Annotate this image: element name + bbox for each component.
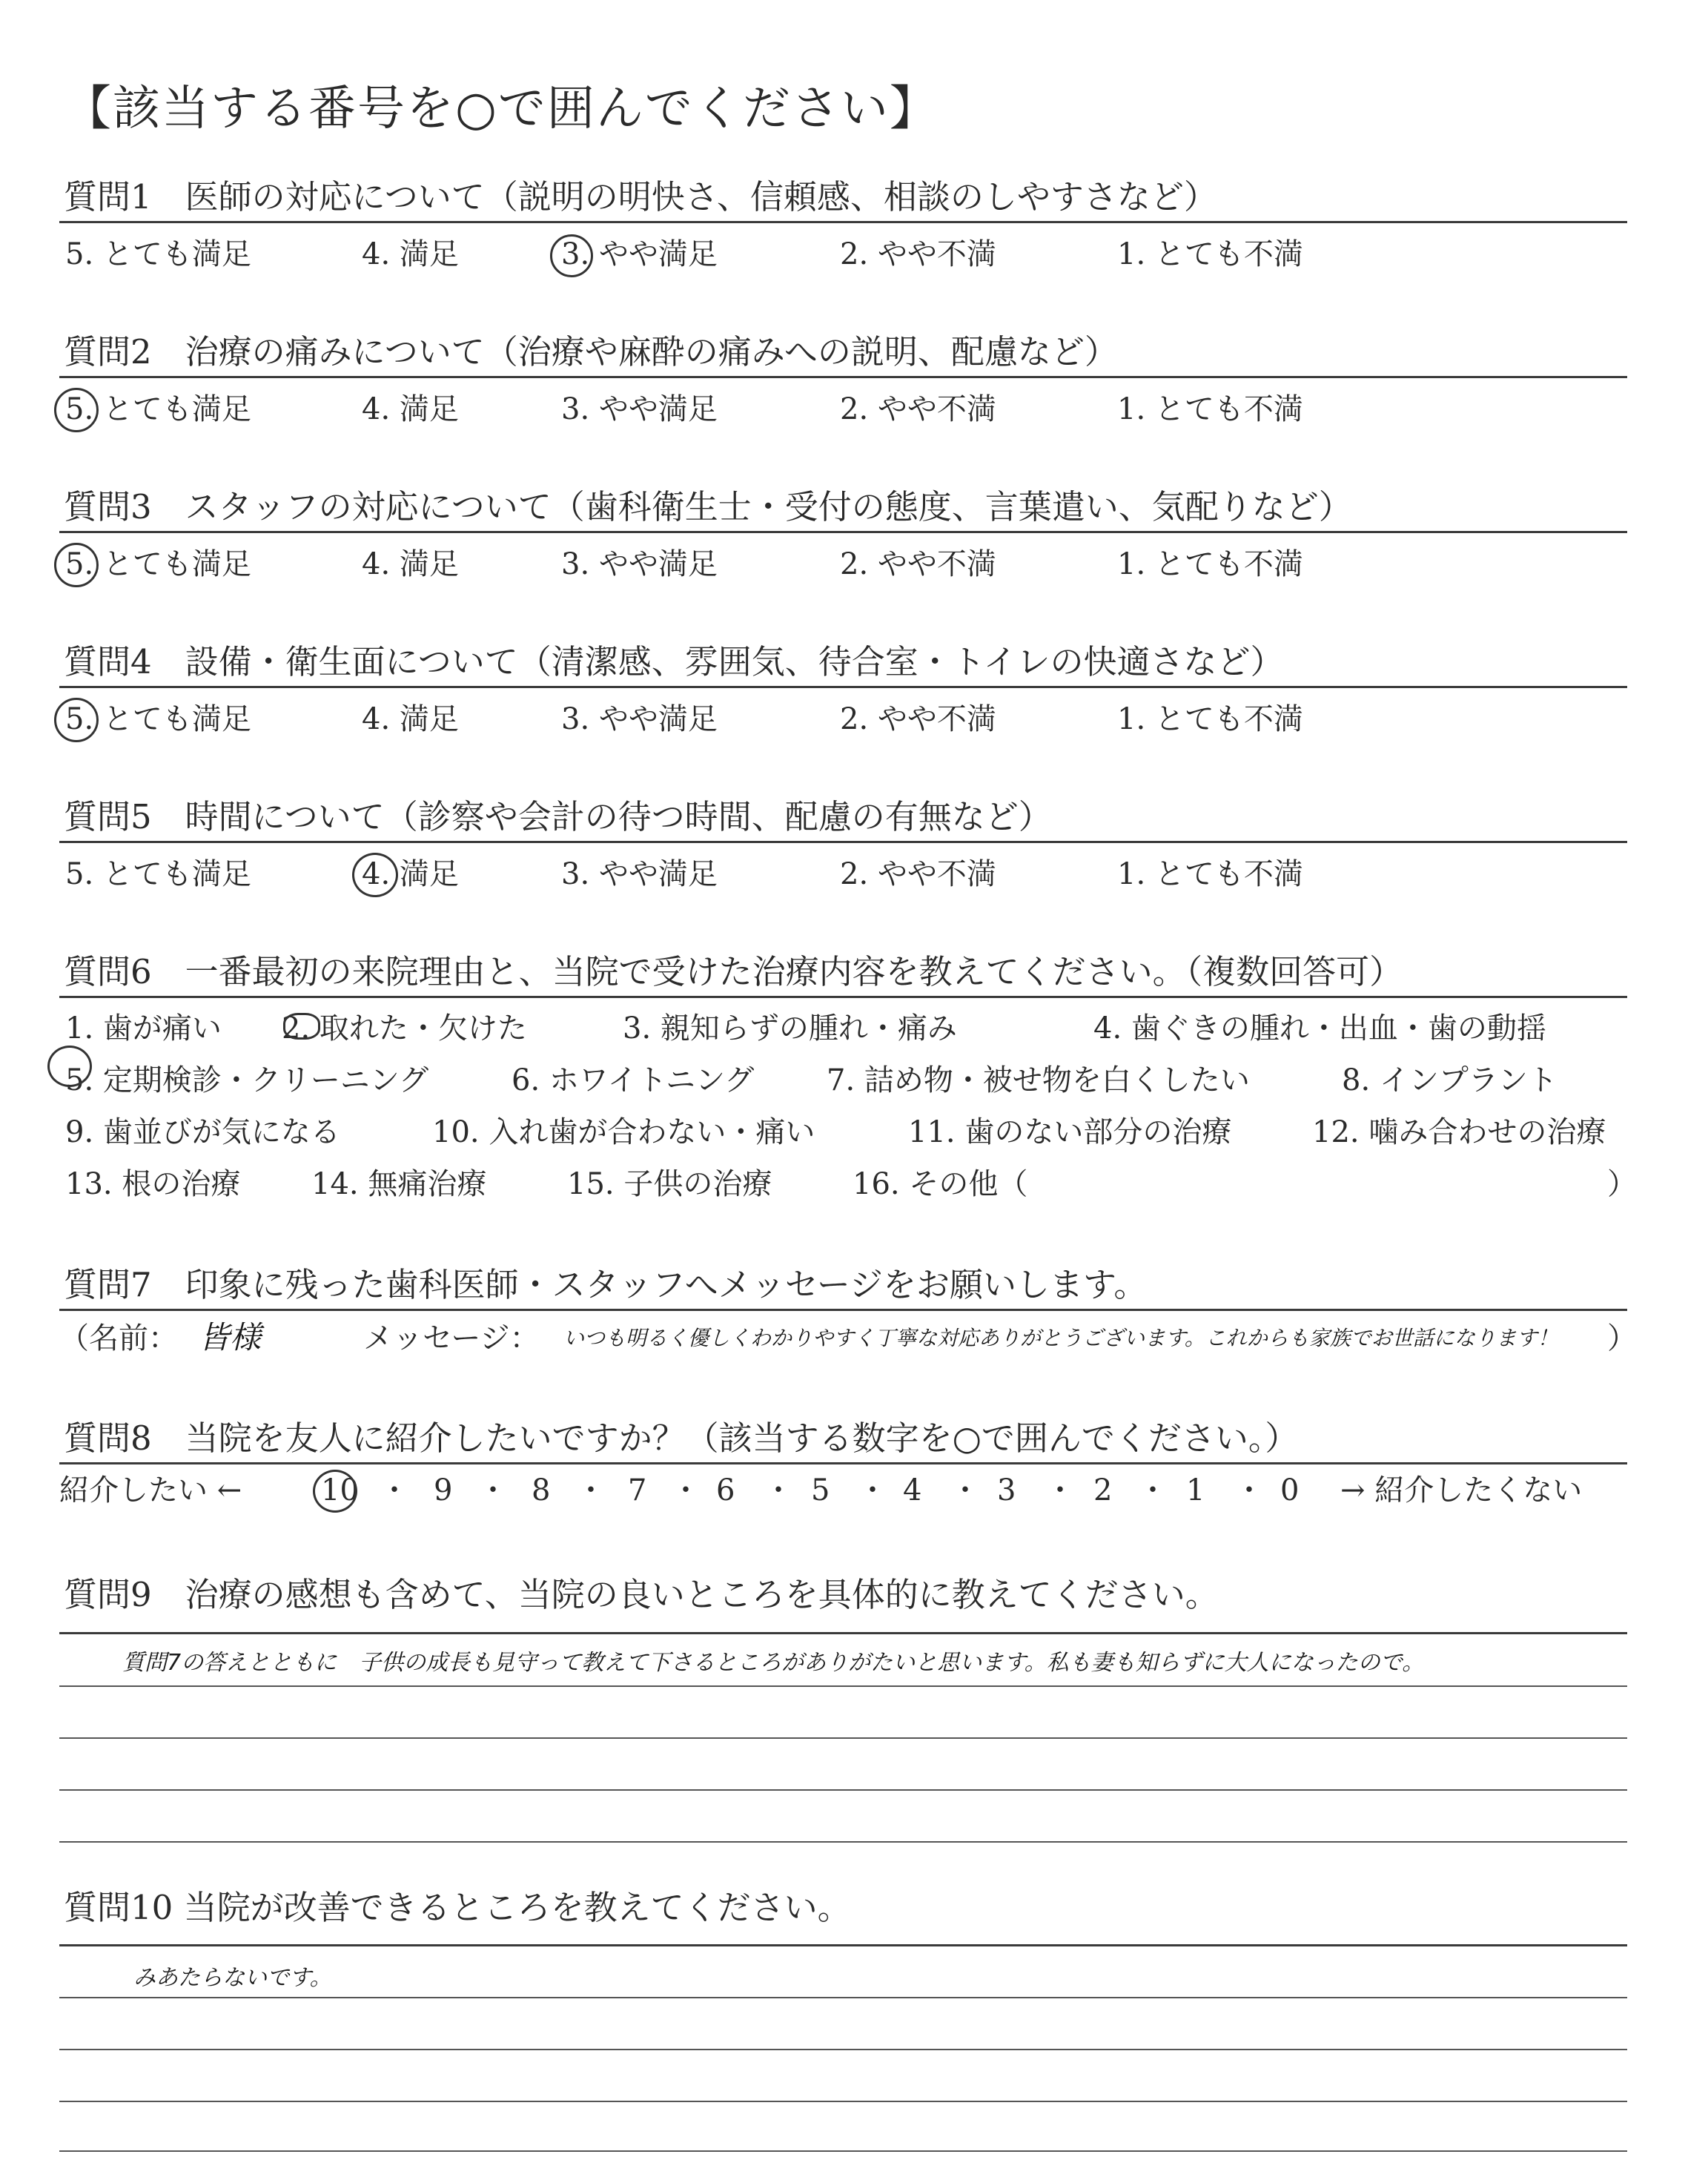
q1-option-2[interactable]: 2. やや不満 <box>840 237 996 271</box>
q6-option-10[interactable]: 10. 入れ歯が合わない・痛い <box>432 1115 815 1149</box>
q8-value-7[interactable]: 7 <box>628 1473 647 1507</box>
question-6-rule <box>59 996 1627 998</box>
question-5-label: 質問5 時間について（診察や会計の待つ時間、配慮の有無など） <box>64 797 1052 836</box>
page-title: 【該当する番号を○で囲んでください】 <box>64 82 939 136</box>
question-8-label: 質問8 当院を友人に紹介したいですか？（該当する数字を○で囲んでください。） <box>64 1418 1299 1458</box>
q9-writing-line <box>59 1737 1627 1739</box>
q8-sep: ・ <box>1138 1473 1168 1507</box>
q8-value-10[interactable]: 10 <box>321 1473 359 1507</box>
question-4-label: 質問4 設備・衛生面について（清潔感、雰囲気、待合室・トイレの快適さなど） <box>64 642 1284 681</box>
q6-option-6[interactable]: 6. ホワイトニング <box>512 1063 755 1097</box>
q10-writing-line <box>59 1997 1627 1998</box>
q8-right-label: → 紹介したくない <box>1340 1473 1583 1507</box>
q2-option-4[interactable]: 4. 満足 <box>362 392 459 426</box>
q2-selection-circle <box>54 388 99 432</box>
q10-writing-line <box>59 2101 1627 2102</box>
question-6-label: 質問6 一番最初の来院理由と、当院で受けた治療内容を教えてください。（複数回答可） <box>64 952 1403 991</box>
q8-value-5[interactable]: 5 <box>811 1473 830 1507</box>
q3-selection-circle <box>54 543 99 587</box>
q6-option-2-circle <box>283 1013 320 1040</box>
q4-option-2[interactable]: 2. やや不満 <box>840 702 996 736</box>
q2-option-5[interactable]: 5. とても満足 <box>65 392 251 426</box>
q7-close-paren: ） <box>1607 1321 1637 1355</box>
q3-option-5[interactable]: 5. とても満足 <box>65 547 251 581</box>
q2-option-2[interactable]: 2. やや不満 <box>840 392 996 426</box>
q6-option-4[interactable]: 4. 歯ぐきの腫れ・出血・歯の動揺 <box>1093 1011 1546 1046</box>
q6-option-1[interactable]: 1. 歯が痛い <box>65 1011 222 1046</box>
question-3-label: 質問3 スタッフの対応について（歯科衛生士・受付の態度、言葉遣い、気配りなど） <box>64 487 1352 526</box>
q5-option-2[interactable]: 2. やや不満 <box>840 857 996 891</box>
q5-selection-circle <box>352 853 398 897</box>
q8-left-label: 紹介したい ← <box>59 1473 242 1507</box>
q8-selection-circle <box>313 1470 357 1513</box>
q8-sep: ・ <box>1234 1473 1264 1507</box>
q7-name-value[interactable]: 皆様 <box>199 1319 262 1355</box>
question-4-rule <box>59 686 1627 688</box>
q8-value-2[interactable]: 2 <box>1093 1473 1113 1507</box>
question-7-label: 質問7 印象に残った歯科医師・スタッフへメッセージをお願いします。 <box>64 1265 1148 1304</box>
q8-value-3[interactable]: 3 <box>997 1473 1016 1507</box>
q6-option-12[interactable]: 12. 噛み合わせの治療 <box>1312 1115 1606 1149</box>
q8-value-1[interactable]: 1 <box>1186 1473 1205 1507</box>
q1-option-5[interactable]: 5. とても満足 <box>65 237 251 271</box>
q8-value-4[interactable]: 4 <box>903 1473 922 1507</box>
q4-option-1[interactable]: 1. とても不満 <box>1117 702 1303 736</box>
q9-writing-line <box>59 1685 1627 1687</box>
q8-sep: ・ <box>478 1473 508 1507</box>
q3-option-2[interactable]: 2. やや不満 <box>840 547 996 581</box>
q6-option-7[interactable]: 7. 詰め物・被せ物を白くしたい <box>827 1063 1250 1097</box>
q4-selection-circle <box>54 698 99 742</box>
q9-writing-line <box>59 1841 1627 1843</box>
question-9-label: 質問9 治療の感想も含めて、当院の良いところを具体的に教えてください。 <box>64 1575 1219 1614</box>
q3-option-1[interactable]: 1. とても不満 <box>1117 547 1303 581</box>
question-2-label: 質問2 治療の痛みについて（治療や麻酔の痛みへの説明、配慮など） <box>64 332 1118 371</box>
q4-option-5[interactable]: 5. とても満足 <box>65 702 251 736</box>
question-10-label: 質問10 当院が改善できるところを教えてください。 <box>64 1888 851 1927</box>
q2-option-3[interactable]: 3. やや満足 <box>561 392 718 426</box>
q6-option-3[interactable]: 3. 親知らずの腫れ・痛み <box>623 1011 957 1046</box>
q1-selection-circle <box>550 234 593 277</box>
q7-message-label: メッセージ： <box>363 1321 540 1355</box>
q8-sep: ・ <box>380 1473 409 1507</box>
question-5-rule <box>59 841 1627 843</box>
q8-value-0[interactable]: 0 <box>1280 1473 1300 1507</box>
question-7-rule <box>59 1309 1627 1311</box>
q7-message-value[interactable]: いつも明るく優しくわかりやすく丁寧な対応ありがとうございます。これからも家族でお世話になります！ <box>563 1326 1558 1350</box>
q4-option-4[interactable]: 4. 満足 <box>362 702 459 736</box>
q1-option-1[interactable]: 1. とても不満 <box>1117 237 1303 271</box>
q6-option-5[interactable]: 5. 定期検診・クリーニング <box>65 1063 429 1097</box>
q5-option-1[interactable]: 1. とても不満 <box>1117 857 1303 891</box>
question-10-rule <box>59 1944 1627 1946</box>
q8-value-8[interactable]: 8 <box>532 1473 551 1507</box>
q6-option-13[interactable]: 13. 根の治療 <box>65 1167 241 1201</box>
q3-option-3[interactable]: 3. やや満足 <box>561 547 718 581</box>
q8-sep: ・ <box>1045 1473 1075 1507</box>
question-3-rule <box>59 531 1627 533</box>
question-9-rule <box>59 1632 1627 1634</box>
q1-option-3[interactable]: 3. やや満足 <box>561 237 718 271</box>
question-8-rule <box>59 1462 1627 1464</box>
q7-name-label: （名前： <box>59 1321 178 1355</box>
question-1-label: 質問1 医師の対応について（説明の明快さ、信頼感、相談のしやすさなど） <box>64 177 1217 217</box>
q6-option-2[interactable]: 2. 取れた・欠けた <box>282 1011 527 1046</box>
q10-writing-line <box>59 2150 1627 2152</box>
q8-sep: ・ <box>950 1473 980 1507</box>
q5-option-4[interactable]: 4. 満足 <box>362 857 459 891</box>
q6-option-16[interactable]: 16. その他（ <box>853 1167 1028 1201</box>
q5-option-5[interactable]: 5. とても満足 <box>65 857 251 891</box>
q8-sep: ・ <box>671 1473 701 1507</box>
q6-option-11[interactable]: 11. 歯のない部分の治療 <box>908 1115 1232 1149</box>
q8-sep: ・ <box>858 1473 887 1507</box>
q4-option-3[interactable]: 3. やや満足 <box>561 702 718 736</box>
q6-option-15[interactable]: 15. 子供の治療 <box>567 1167 772 1201</box>
q10-writing-line <box>59 2049 1627 2050</box>
question-2-rule <box>59 376 1627 378</box>
q8-value-9[interactable]: 9 <box>434 1473 453 1507</box>
q6-other-close: ） <box>1607 1167 1637 1201</box>
q6-option-5-circle <box>47 1046 92 1087</box>
q8-sep: ・ <box>764 1473 793 1507</box>
q3-option-4[interactable]: 4. 満足 <box>362 547 459 581</box>
q6-option-14[interactable]: 14. 無痛治療 <box>311 1167 487 1201</box>
q1-option-4[interactable]: 4. 満足 <box>362 237 459 271</box>
question-1-rule <box>59 221 1627 223</box>
q6-option-8[interactable]: 8. インプラント <box>1342 1063 1558 1097</box>
q10-answer[interactable]: みあたらないです。 <box>133 1965 332 1991</box>
q9-writing-line <box>59 1789 1627 1791</box>
q6-option-9[interactable]: 9. 歯並びが気になる <box>65 1115 340 1149</box>
q9-answer[interactable]: 質問7の答えとともに 子供の成長も見守って教えて下さるところがありがたいと思います。私も妻も知らずに大人になったので。 <box>122 1650 1425 1676</box>
q8-value-6[interactable]: 6 <box>716 1473 735 1507</box>
q8-sep: ・ <box>576 1473 606 1507</box>
q2-option-1[interactable]: 1. とても不満 <box>1117 392 1303 426</box>
q5-option-3[interactable]: 3. やや満足 <box>561 857 718 891</box>
